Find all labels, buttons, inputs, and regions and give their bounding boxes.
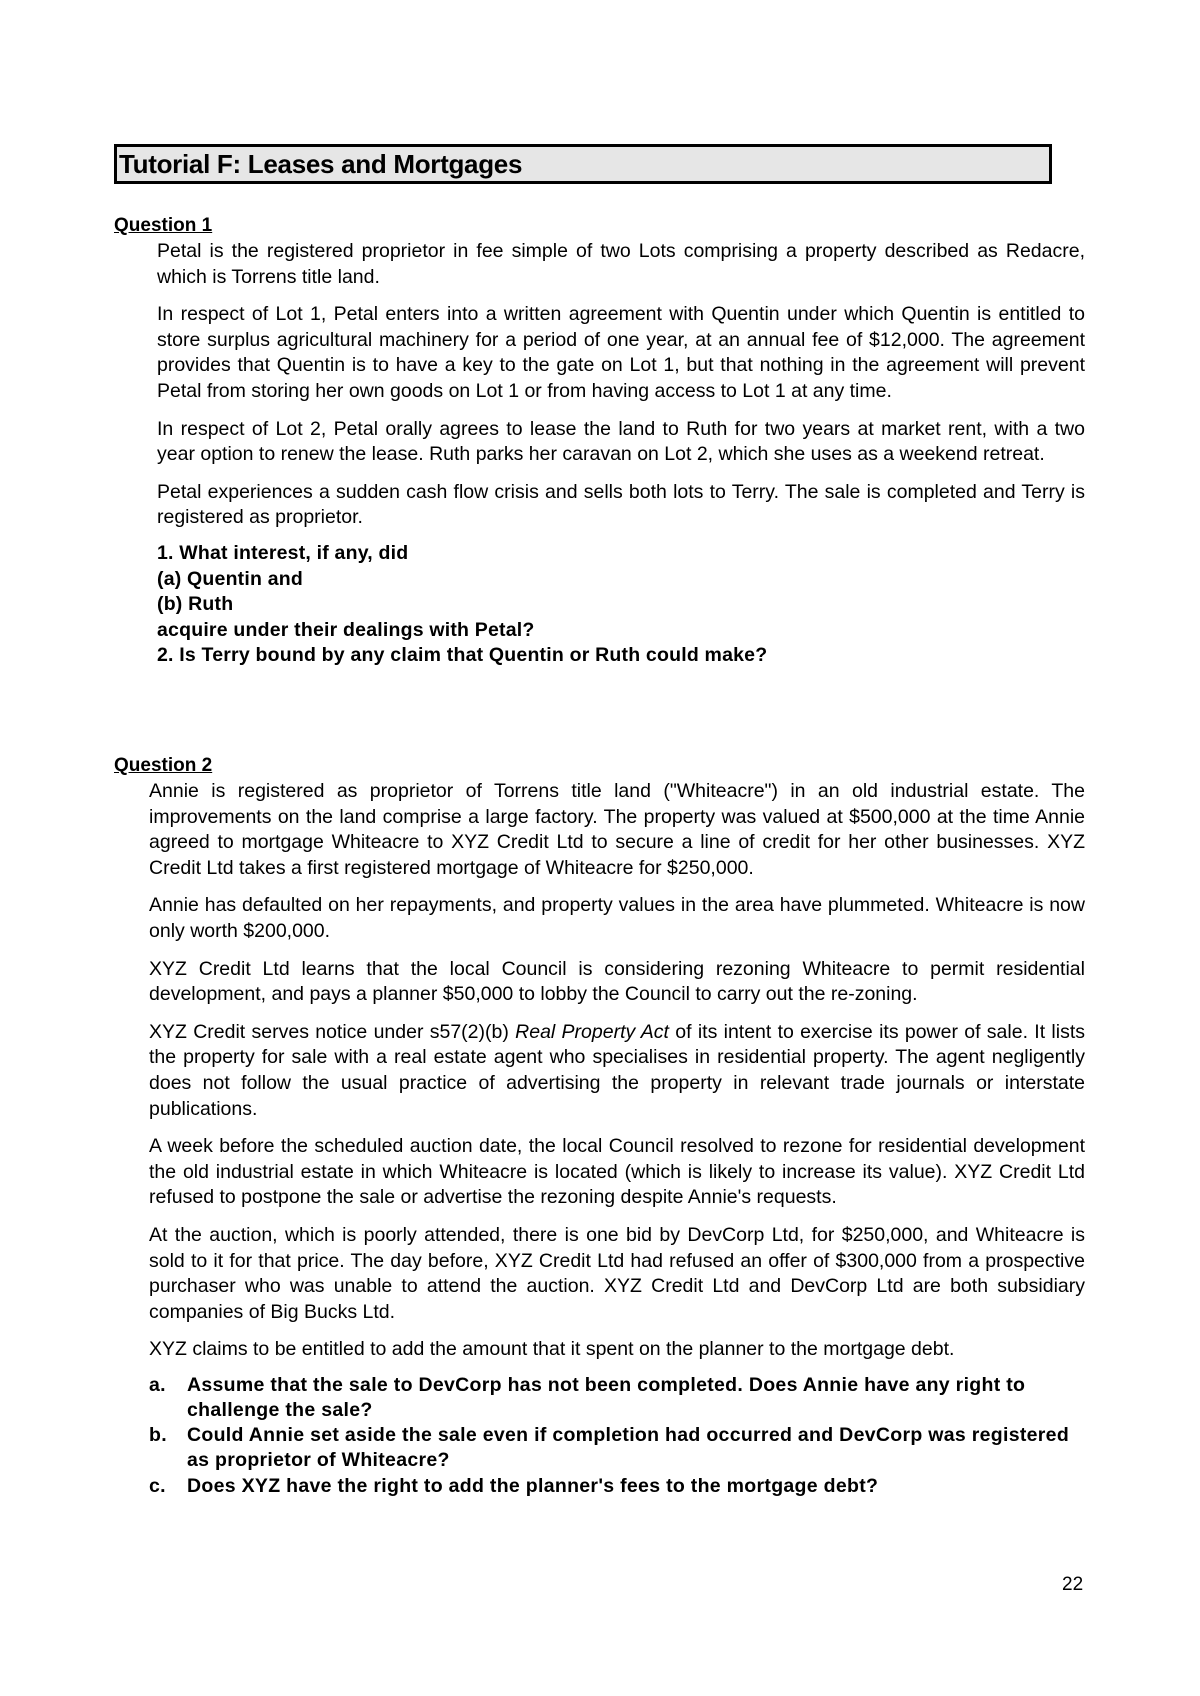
q1-question-item: 2. Is Terry bound by any claim that Quentin or Ruth could make? <box>157 644 768 667</box>
question-marker: a. <box>149 1373 166 1396</box>
q2-p4-before: XYZ Credit serves notice under s57(2)(b) <box>149 1020 516 1043</box>
page-title: Tutorial F: Leases and Mortgages <box>114 144 1052 184</box>
q1-question-item: (a) Quentin and <box>157 567 303 590</box>
q1-paragraph: In respect of Lot 1, Petal enters into a written agreement with Quentin under which Quentin is entitled to store surplus agricultural machinery for a period of one year, at an annual fee of $12,000. The agreement provides that Quentin is to have a key to the gate on Lot 1, but that nothing in the agreement will prevent Petal from storing her own goods on Lot 1 or from having access to Lot 1 at any time. <box>157 303 1085 402</box>
q1-paragraph: Petal is the registered proprietor in fee simple of two Lots comprising a property described as Redacre, which is Torrens title land. <box>157 240 1085 288</box>
question-text: Could Annie set aside the sale even if completion had occurred and DevCorp was registered as proprietor of Whiteacre? <box>187 1424 1070 1472</box>
q1-question-item: (b) Ruth <box>157 593 234 616</box>
q2-question-list <box>149 1373 1085 1499</box>
question-2-heading: Question 2 <box>114 755 213 776</box>
q2-question-item <box>149 1423 1085 1473</box>
q2-paragraph-act <box>149 1020 1085 1122</box>
question-2-body <box>149 779 1085 1499</box>
q2-question-item <box>149 1373 1085 1423</box>
question-1-heading: Question 1 <box>114 215 213 236</box>
question-1-body <box>157 239 1085 669</box>
q2-paragraph: Annie is registered as proprietor of Torrens title land ("Whiteacre") in an old industrial estate. The improvements on the land comprise a large factory. The property was valued at $500,000 at the time Annie agreed to mortgage Whiteacre to XYZ Credit Ltd to secure a line of credit for her other businesses. XYZ Credit Ltd takes a first registered mortgage of Whiteacre for $250,000. <box>149 780 1085 879</box>
q2-paragraph: At the auction, which is poorly attended, there is one bid by DevCorp Ltd, for $250,000, and Whiteacre is sold to it for that price. The day before, XYZ Credit Ltd had refused an offer of $300,000 from a prospective purchaser who was unable to attend the auction. XYZ Credit Ltd and DevCorp Ltd are both subsidiary companies of Big Bucks Ltd. <box>149 1223 1085 1323</box>
q1-question-item: 1. What interest, if any, did <box>157 541 409 564</box>
q2-paragraph: Annie has defaulted on her repayments, and property values in the area have plummeted. Whiteacre is now only worth $200,000. <box>149 894 1085 942</box>
question-text: Does XYZ have the right to add the planner's fees to the mortgage debt? <box>187 1474 879 1497</box>
q1-paragraph: In respect of Lot 2, Petal orally agrees to lease the land to Ruth for two years at market rent, with a two year option to renew the lease. Ruth parks her caravan on Lot 2, which she uses as a weekend retreat. <box>157 417 1085 466</box>
page-number: 22 <box>1062 1574 1084 1595</box>
act-name: Real Property Act <box>515 1020 669 1043</box>
q2-paragraph: XYZ Credit Ltd learns that the local Council is considering rezoning Whiteacre to permit residential development, and pays a planner $50,000 to lobby the Council to carry out the re-zoning. <box>149 957 1085 1006</box>
q2-paragraph: XYZ claims to be entitled to add the amount that it spent on the planner to the mortgage debt. <box>149 1338 955 1361</box>
q2-question-item <box>149 1474 1085 1499</box>
q1-paragraph: Petal experiences a sudden cash flow crisis and sells both lots to Terry. The sale is completed and Terry is registered as proprietor. <box>157 480 1085 529</box>
question-marker: b. <box>149 1424 167 1447</box>
q2-paragraph: A week before the scheduled auction date, the local Council resolved to rezone for residential development the old industrial estate in which Whiteacre is located (which is likely to increase its value). XYZ Credit Ltd refused to postpone the sale or advertise the rezoning despite Annie's requests. <box>149 1135 1085 1209</box>
question-text: Assume that the sale to DevCorp has not been completed. Does Annie have any right to challenge the sale? <box>187 1373 1026 1422</box>
q2-p4-after: of its intent to exercise its power of sale. It lists the property for sale with a real estate agent who specialises in residential property. The agent negligently does not follow the usual practice of advertising the property in relevant trade journals or interstate publications. <box>149 1020 1085 1120</box>
q1-question-item: acquire under their dealings with Petal? <box>157 618 535 641</box>
question-marker: c. <box>149 1474 166 1497</box>
q1-question-list <box>157 541 1085 669</box>
